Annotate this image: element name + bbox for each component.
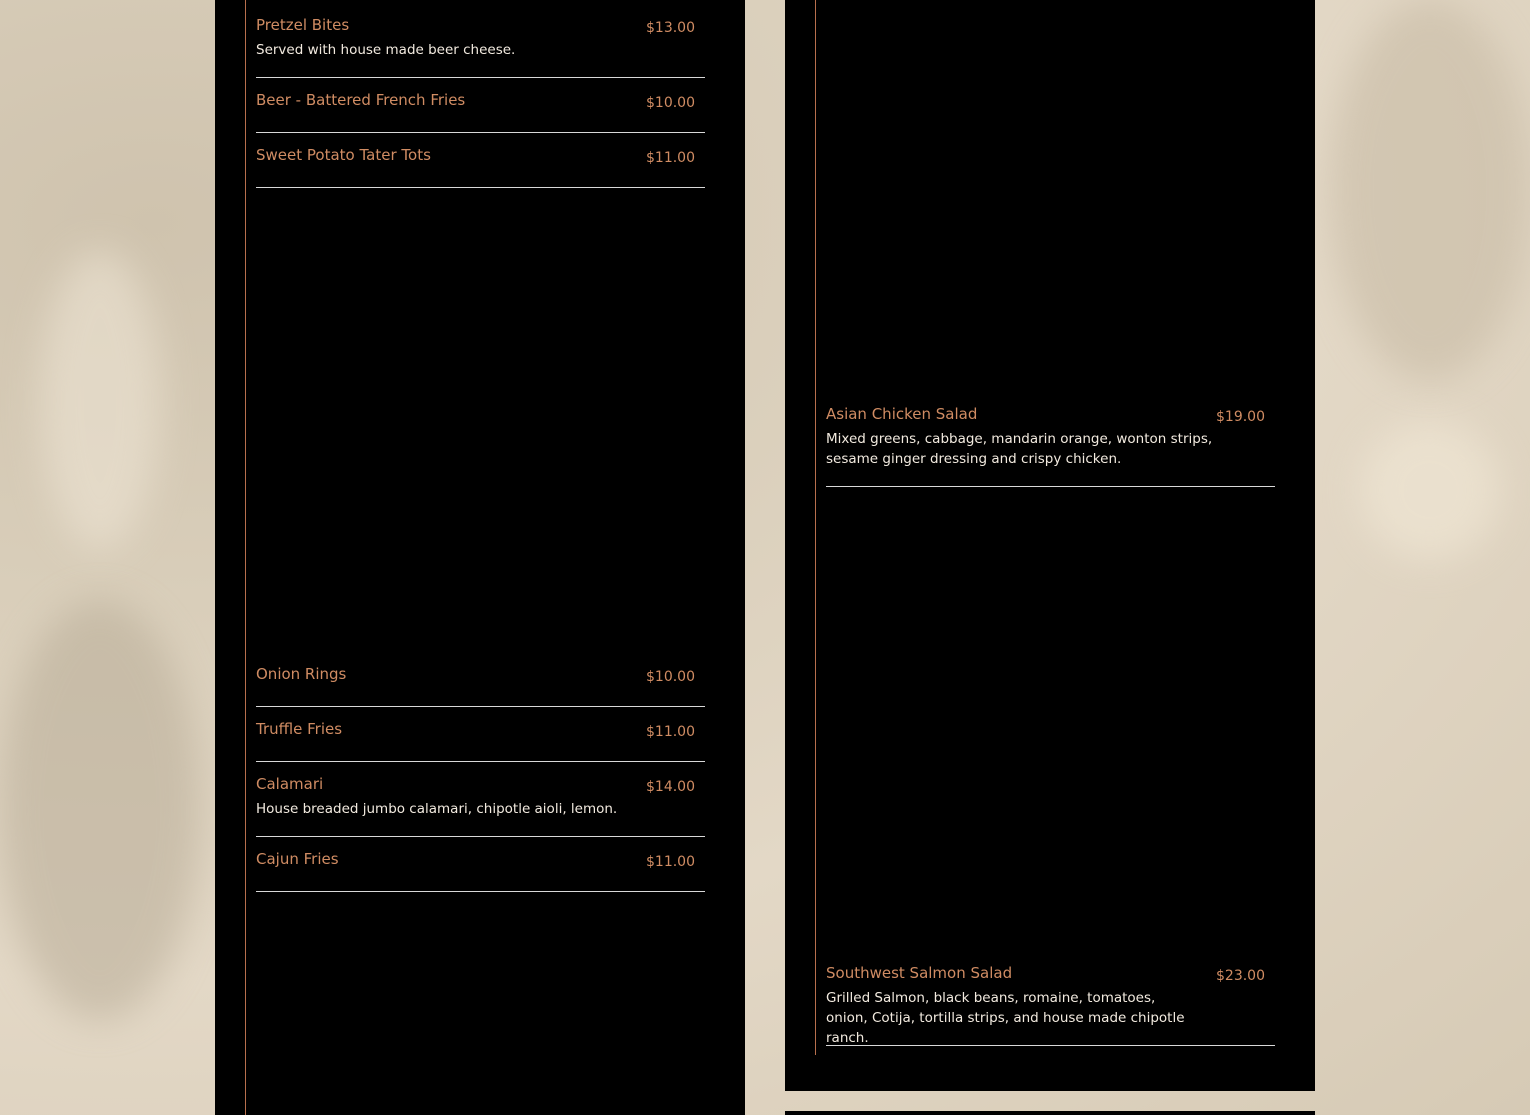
right-accent-line — [815, 0, 816, 1055]
menu-item-price: $11.00 — [646, 854, 695, 870]
menu-item-name: Beer - Battered French Fries — [256, 91, 466, 109]
menu-item-name: Cajun Fries — [256, 850, 339, 868]
background-texture — [1330, 0, 1530, 380]
menu-item-name: Sweet Potato Tater Tots — [256, 146, 431, 164]
menu-item-name: Asian Chicken Salad — [826, 405, 978, 423]
menu-item-price: $14.00 — [646, 779, 695, 795]
menu-item[interactable] — [256, 720, 705, 762]
menu-item-price: $11.00 — [646, 150, 695, 166]
menu-item[interactable] — [256, 16, 705, 78]
menu-item-price: $23.00 — [1216, 968, 1265, 984]
menu-item-name: Onion Rings — [256, 665, 347, 683]
right-menu-panel — [785, 0, 1315, 1091]
menu-item-name: Pretzel Bites — [256, 16, 350, 34]
menu-item-name: Southwest Salmon Salad — [826, 964, 1013, 982]
left-accent-line — [245, 0, 246, 1115]
menu-item-price: $13.00 — [646, 20, 695, 36]
menu-item-price: $19.00 — [1216, 409, 1265, 425]
background-texture — [1360, 420, 1500, 560]
menu-item[interactable] — [256, 850, 705, 892]
menu-item-description: Mixed greens, cabbage, mandarin orange, wonton strips, sesame ginger dressing and crispy chicken. — [826, 431, 1213, 467]
menu-item-price: $11.00 — [646, 724, 695, 740]
menu-item-price: $10.00 — [646, 669, 695, 685]
background-texture — [40, 250, 160, 550]
background-texture — [0, 600, 200, 1020]
menu-item[interactable] — [826, 405, 1275, 487]
menu-item[interactable] — [256, 91, 705, 133]
menu-item-name: Truffle Fries — [256, 720, 343, 738]
menu-item-price: $10.00 — [646, 95, 695, 111]
menu-item-description: House breaded jumbo calamari, chipotle aioli, lemon. — [256, 801, 618, 817]
left-menu-panel — [215, 0, 745, 1115]
menu-item-name: Calamari — [256, 775, 324, 793]
menu-item[interactable] — [826, 964, 1275, 1046]
menu-item[interactable] — [256, 665, 705, 707]
next-panel-edge — [785, 1111, 1315, 1115]
menu-item-description: Served with house made beer cheese. — [256, 42, 516, 58]
menu-item[interactable] — [256, 775, 705, 837]
menu-item-description: Grilled Salmon, black beans, romaine, tomatoes, onion, Cotija, tortilla strips, and house made chipotle ranch. — [826, 990, 1185, 1046]
menu-item[interactable] — [256, 146, 705, 188]
